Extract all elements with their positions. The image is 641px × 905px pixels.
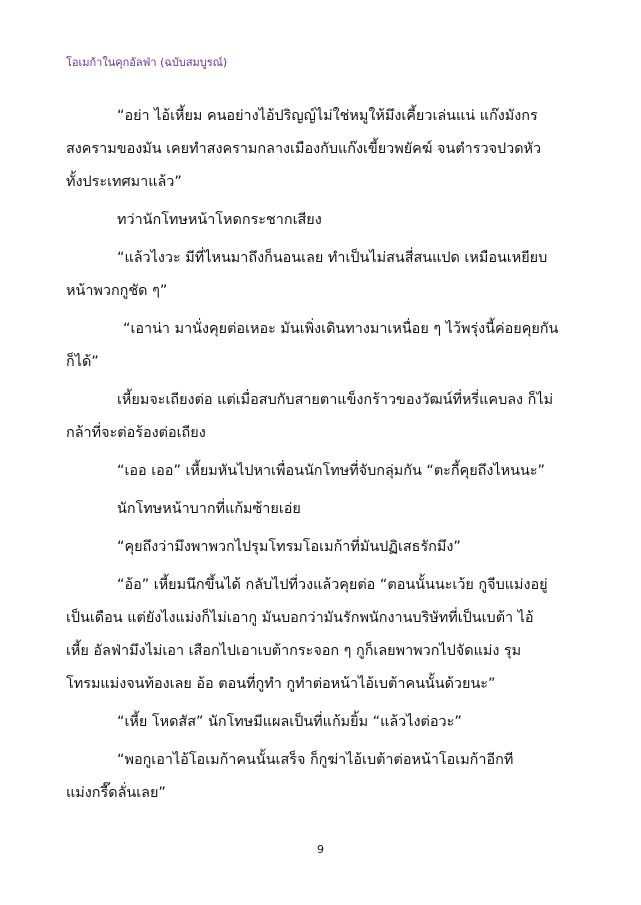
text-line: ทั้งประเทศมาแล้ว”: [66, 174, 182, 190]
paragraph: [66, 493, 592, 526]
paragraph: [66, 531, 592, 564]
text-line: กล้าที่จะต่อร้องต่อเถียง: [66, 425, 206, 441]
text-line: “คุยถึงว่ามึงพาพวกไปรุมโทรมโอเมก้าที่มันปฏิเสธรักมึง”: [117, 539, 461, 555]
running-header-title: โอเมก้าในคุกอัลฟ่า (ฉบับสมบูรณ์): [66, 56, 228, 69]
page-number: 9: [317, 843, 324, 856]
paragraph: [66, 455, 592, 488]
paragraph: [66, 384, 592, 450]
text-line: “อ้อ” เหี้ยมนึกขึ้นได้ กลับไปที่วงแล้วคุยต่อ “ตอนนั้นนะเว้ย กูจีบแม่งอยู่: [117, 577, 548, 593]
text-line: เหี้ยมจะเถียงต่อ แต่เมื่อสบกับสายตาแข็งกร้าวของวัฒน์ที่หรี่แคบลง ก็ไม่: [117, 392, 554, 408]
text-line: เป็นเดือน แต่ยังไงแม่งก็ไม่เอากู มันบอกว่ามันรักพนักงานบริษัทที่เป็นเบต้า ไอ้: [66, 610, 534, 626]
paragraph: [66, 706, 592, 739]
paragraph: [66, 313, 592, 379]
paragraph: [66, 569, 592, 701]
paragraph: [66, 204, 592, 237]
text-line: “พอกูเอาไอ้โอเมก้าคนนั้นเสร็จ ก็กูฆ่าไอ้เบต้าต่อหน้าโอเมก้าอีกที: [117, 752, 514, 768]
text-line: “เหี้ย โหดสัส” นักโทษมีแผลเป็นที่แก้มยิ้ม “แล้วไงต่อวะ”: [117, 714, 462, 730]
text-line: “อย่า ไอ้เหี้ยม คนอย่างไอ้ปริญญ์ไม่ใช่หมูให้มึงเคี้ยวเล่นแน่ แก๊งมังกร: [117, 108, 538, 124]
paragraph: [66, 100, 592, 199]
text-line: โทรมแม่งจนท้องเลย อ้อ ตอนที่กูทำ กูทำต่อหน้าไอ้เบต้าคนนั้นด้วยนะ”: [66, 676, 496, 692]
text-line: “เอาน่า มานั่งคุยต่อเหอะ มันเพิ่งเดินทางมาเหนื่อย ๆ ไว้พรุ่งนี้ค่อยคุยกัน: [123, 321, 559, 337]
text-line: นักโทษหน้าบากที่แก้มซ้ายเอ่ย: [117, 501, 301, 517]
text-line: เหี้ย อัลฟ่ามึงไม่เอา เสือกไปเอาเบต้ากระจอก ๆ กูก็เลยพาพวกไปจัดแม่ง รุม: [66, 643, 522, 659]
body-text: [66, 100, 592, 815]
text-line: “เออ เออ” เหี้ยมหันไปหาเพื่อนนักโทษที่จับกลุ่มกัน “ตะกี้คุยถึงไหนนะ”: [117, 463, 546, 479]
text-line: ทว่านักโทษหน้าโหดกระชากเสียง: [117, 212, 322, 228]
text-line: สงครามของมัน เคยทำสงครามกลางเมืองกับแก๊งเขี้ยวพยัคฆ์ จนตำรวจปวดหัว: [66, 141, 542, 157]
text-line: ก็ได้”: [66, 354, 99, 370]
text-line: หน้าพวกกูชัด ๆ”: [66, 283, 168, 299]
paragraph: [66, 242, 592, 308]
text-line: “แล้วไงวะ มีที่ไหนมาถึงก็นอนเลย ทำเป็นไม่สนสี่สนแปด เหมือนเหยียบ: [117, 250, 548, 266]
paragraph: [66, 744, 592, 810]
text-line: แม่งกรี๊ดลั่นเลย”: [66, 785, 166, 801]
